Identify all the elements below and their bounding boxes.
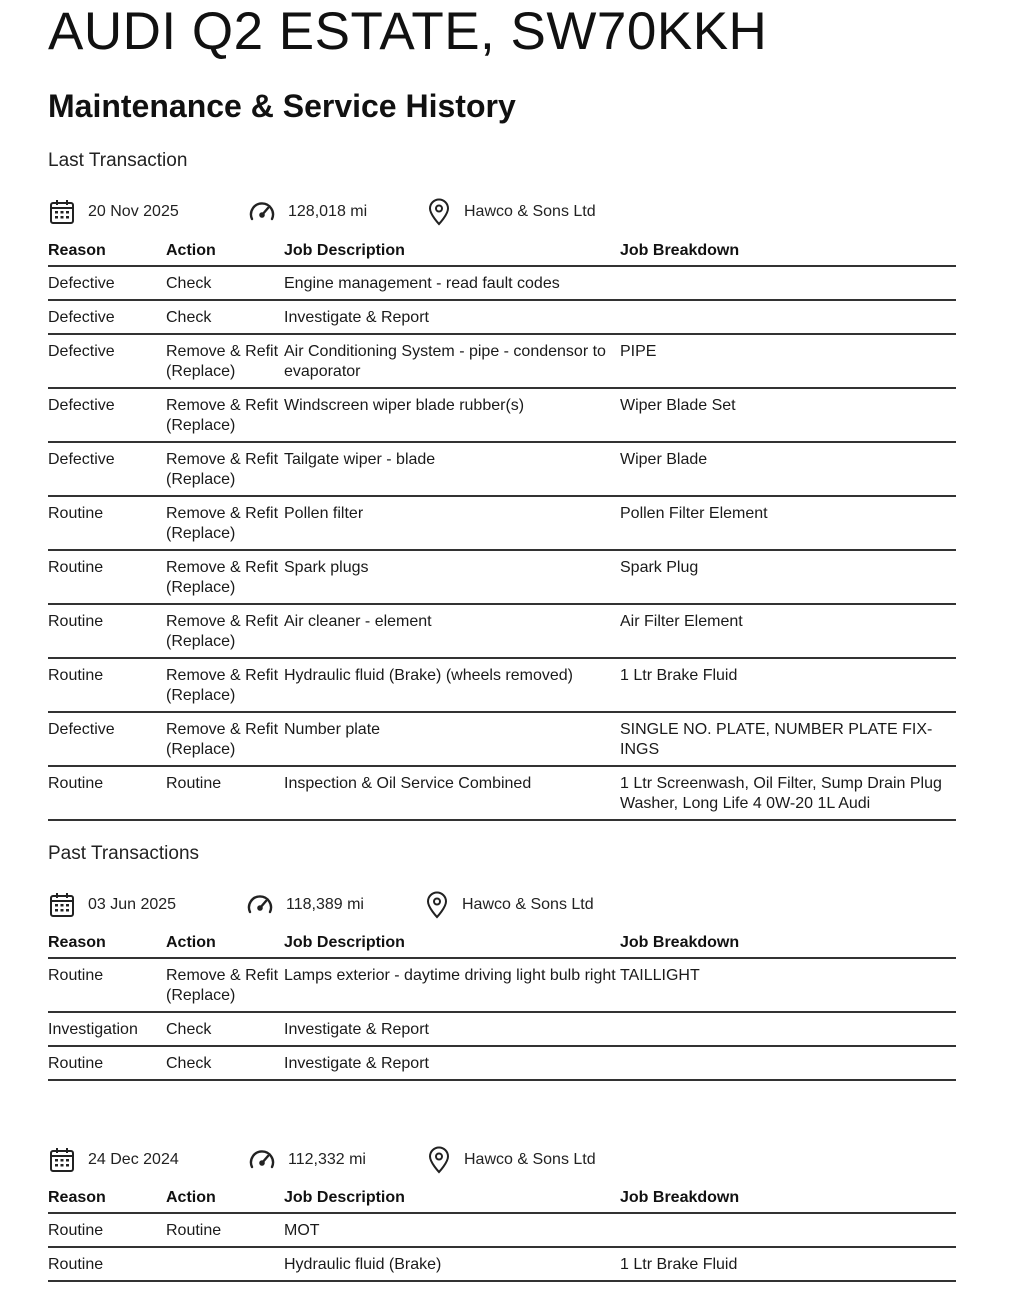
transaction-mileage [246, 890, 364, 920]
transaction-location-text: Hawco & Sons Ltd [464, 203, 596, 220]
cell-breakdown [620, 1012, 956, 1046]
cell-reason: Defective [48, 712, 166, 766]
cell-description: Air Conditioning System - pipe - condensor to evaporator [284, 334, 620, 388]
cell-description: Windscreen wiper blade rubber(s) [284, 388, 620, 442]
cell-breakdown: SINGLE NO. PLATE, NUMBER PLATE FIX-INGS [620, 712, 956, 766]
cell-action: Check [166, 1012, 284, 1046]
cell-description: Hydraulic fluid (Brake) (wheels removed) [284, 658, 620, 712]
table-row [48, 1247, 956, 1281]
cell-action: Remove & Refit (Replace) [166, 712, 284, 766]
table-row [48, 388, 956, 442]
table-row [48, 958, 956, 1012]
cell-breakdown: Wiper Blade [620, 442, 956, 496]
cell-breakdown: Spark Plug [620, 550, 956, 604]
cell-description: Lamps exterior - daytime driving light bulb right [284, 958, 620, 1012]
cell-reason: Routine [48, 496, 166, 550]
cell-action [166, 1247, 284, 1281]
col-header-reason: Reason [48, 1182, 166, 1213]
transaction-mileage [248, 197, 367, 227]
transaction-date-text: 24 Dec 2024 [88, 1151, 179, 1168]
cell-reason: Routine [48, 658, 166, 712]
cell-reason: Investigation [48, 1012, 166, 1046]
past-transaction-table [48, 927, 956, 1081]
cell-action: Check [166, 266, 284, 300]
cell-reason: Routine [48, 958, 166, 1012]
cell-reason: Routine [48, 1213, 166, 1247]
calendar-icon [48, 891, 76, 919]
speedometer-icon [248, 198, 276, 226]
cell-action: Check [166, 300, 284, 334]
past-transaction-meta [48, 1145, 956, 1175]
cell-breakdown [620, 1213, 956, 1247]
table-row [48, 334, 956, 388]
table-row [48, 1046, 956, 1080]
cell-description: Number plate [284, 712, 620, 766]
col-header-breakdown: Job Breakdown [620, 927, 956, 958]
map-pin-icon [426, 198, 452, 226]
transaction-date [48, 890, 176, 920]
cell-breakdown [620, 1046, 956, 1080]
table-row [48, 300, 956, 334]
map-pin-icon [426, 1146, 452, 1174]
cell-action: Check [166, 1046, 284, 1080]
cell-reason: Routine [48, 550, 166, 604]
transaction-location [426, 1145, 596, 1175]
vehicle-title: AUDI Q2 ESTATE, SW70KKH [48, 2, 768, 61]
cell-action: Remove & Refit (Replace) [166, 604, 284, 658]
table-header-row [48, 927, 956, 958]
cell-action: Routine [166, 1213, 284, 1247]
cell-description: Investigate & Report [284, 1012, 620, 1046]
calendar-icon [48, 198, 76, 226]
cell-action: Remove & Refit (Replace) [166, 658, 284, 712]
cell-description: Investigate & Report [284, 1046, 620, 1080]
cell-reason: Routine [48, 1247, 166, 1281]
cell-description: Pollen filter [284, 496, 620, 550]
col-header-description: Job Description [284, 927, 620, 958]
table-row [48, 712, 956, 766]
cell-action: Routine [166, 766, 284, 820]
col-header-reason: Reason [48, 927, 166, 958]
cell-description: Inspection & Oil Service Combined [284, 766, 620, 820]
cell-reason: Defective [48, 300, 166, 334]
section-title: Maintenance & Service History [48, 88, 516, 124]
transaction-mileage [248, 1145, 366, 1175]
cell-breakdown: PIPE [620, 334, 956, 388]
cell-action: Remove & Refit (Replace) [166, 958, 284, 1012]
col-header-breakdown: Job Breakdown [620, 1182, 956, 1213]
table-row [48, 496, 956, 550]
cell-action: Remove & Refit (Replace) [166, 442, 284, 496]
cell-action: Remove & Refit (Replace) [166, 334, 284, 388]
cell-action: Remove & Refit (Replace) [166, 550, 284, 604]
col-header-breakdown: Job Breakdown [620, 235, 956, 266]
cell-description: MOT [284, 1213, 620, 1247]
table-row [48, 266, 956, 300]
cell-description: Investigate & Report [284, 300, 620, 334]
cell-reason: Routine [48, 604, 166, 658]
table-header-row [48, 1182, 956, 1213]
cell-breakdown: Pollen Filter Element [620, 496, 956, 550]
transaction-location [424, 890, 594, 920]
cell-breakdown: 1 Ltr Brake Fluid [620, 658, 956, 712]
cell-description: Engine management - read fault codes [284, 266, 620, 300]
calendar-icon [48, 1146, 76, 1174]
cell-description: Air cleaner - element [284, 604, 620, 658]
cell-reason: Defective [48, 442, 166, 496]
col-header-action: Action [166, 1182, 284, 1213]
cell-description: Tailgate wiper - blade [284, 442, 620, 496]
cell-breakdown: 1 Ltr Brake Fluid [620, 1247, 956, 1281]
transaction-mileage-text: 118,389 mi [286, 896, 364, 913]
cell-breakdown [620, 300, 956, 334]
table-row [48, 658, 956, 712]
cell-action: Remove & Refit (Replace) [166, 496, 284, 550]
cell-reason: Routine [48, 766, 166, 820]
table-header-row [48, 235, 956, 266]
cell-breakdown: Wiper Blade Set [620, 388, 956, 442]
transaction-mileage-text: 112,332 mi [288, 1151, 366, 1168]
last-transaction-table [48, 235, 956, 821]
table-row [48, 550, 956, 604]
last-transaction-meta [48, 197, 956, 227]
table-row [48, 604, 956, 658]
speedometer-icon [248, 1146, 276, 1174]
col-header-action: Action [166, 927, 284, 958]
speedometer-icon [246, 891, 274, 919]
transaction-location-text: Hawco & Sons Ltd [464, 1151, 596, 1168]
cell-description: Hydraulic fluid (Brake) [284, 1247, 620, 1281]
table-row [48, 1213, 956, 1247]
transaction-location [426, 197, 596, 227]
cell-action: Remove & Refit (Replace) [166, 388, 284, 442]
transaction-date [48, 1145, 179, 1175]
table-row [48, 766, 956, 820]
transaction-location-text: Hawco & Sons Ltd [462, 896, 594, 913]
cell-description: Spark plugs [284, 550, 620, 604]
past-transactions-heading: Past Transactions [48, 843, 200, 864]
cell-breakdown: TAILLIGHT [620, 958, 956, 1012]
transaction-mileage-text: 128,018 mi [288, 203, 368, 220]
transaction-date [48, 197, 179, 227]
transaction-date-text: 20 Nov 2025 [88, 203, 179, 220]
col-header-description: Job Description [284, 1182, 620, 1213]
col-header-description: Job Description [284, 235, 620, 266]
transaction-date-text: 03 Jun 2025 [88, 896, 177, 913]
table-row [48, 1012, 956, 1046]
cell-breakdown: Air Filter Element [620, 604, 956, 658]
col-header-reason: Reason [48, 235, 166, 266]
col-header-action: Action [166, 235, 284, 266]
cell-reason: Routine [48, 1046, 166, 1080]
past-transaction-table [48, 1182, 956, 1282]
past-transaction-meta [48, 890, 956, 920]
cell-breakdown: 1 Ltr Screenwash, Oil Filter, Sump Drain Plug Washer, Long Life 4 0W-20 1L Audi [620, 766, 956, 820]
last-transaction-heading: Last Transaction [48, 150, 188, 171]
cell-reason: Defective [48, 388, 166, 442]
table-row [48, 442, 956, 496]
cell-reason: Defective [48, 266, 166, 300]
map-pin-icon [424, 891, 450, 919]
cell-reason: Defective [48, 334, 166, 388]
cell-breakdown [620, 266, 956, 300]
